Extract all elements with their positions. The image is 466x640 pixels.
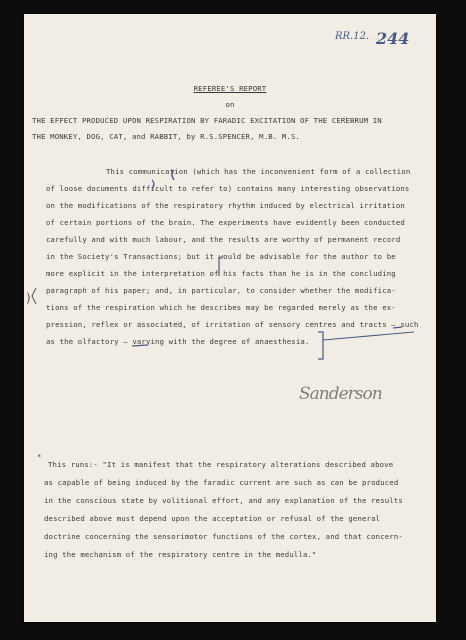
body-line: on the modifications of the respiratory rhythm induced by electrical irritation <box>46 201 405 210</box>
footnote-line: ing the mechanism of the respiratory centre in the medulla." <box>44 550 317 559</box>
folio-number-large: 244 <box>376 29 410 48</box>
body-line: carefully and with much labour, and the results are worthy of permanent record <box>46 235 401 244</box>
document-page <box>24 14 436 622</box>
body-line: of certain portions of the brain. The experiments have evidently been conducted <box>46 218 405 227</box>
footnote-line: This runs:- "It is manifest that the respiratory alterations described above <box>48 460 394 469</box>
body-line: in the Society's Transactions; but it would be advisable for the author to be <box>46 252 396 261</box>
margin-pencil-mark: ) <box>26 291 31 305</box>
footnote-line: in the conscious state by volitional effort, and any explanation of the results <box>44 496 403 505</box>
body-line: This communication (which has the inconvenient form of a collection <box>106 167 411 176</box>
folio-number-small: RR.12. <box>335 31 370 42</box>
body-line: more explicit in the interpretation of his facts than he is in the concluding <box>46 269 396 278</box>
report-subject-line-1: THE EFFECT PRODUCED UPON RESPIRATION BY FARADIC EXCITATION OF THE CEREBRUM IN <box>32 116 382 125</box>
report-on: on <box>225 100 235 109</box>
body-line: pression, reflex or associated, of irritation of sensory centres and tracts — such <box>46 320 419 329</box>
footnote-line: doctrine concerning the sensorimotor functions of the cortex, and that concern- <box>44 532 403 541</box>
body-line: paragraph of his paper; and, in particular, to consider whether the modifica- <box>46 286 396 295</box>
body-line: as the olfactory — varying with the degree of anaesthesia. <box>46 337 310 346</box>
report-subject-line-2: THE MONKEY, DOG, CAT, and RABBIT, by R.S.SPENCER, M.B. M.S. <box>32 132 301 141</box>
signature: Sanderson <box>299 384 382 404</box>
body-line: tions of the respiration which he describes may be regarded merely as the ex- <box>46 303 396 312</box>
body-line: of loose documents difficult to refer to) contains many interesting observations <box>46 184 410 193</box>
footnote-line: as capable of being induced by the faradic current are such as can be produced <box>44 478 399 487</box>
footnote-marker: * <box>37 452 42 461</box>
report-title: REFEREE'S REPORT <box>193 84 267 93</box>
footnote-line: described above must depend upon the acceptation or refusal of the general <box>44 514 381 523</box>
